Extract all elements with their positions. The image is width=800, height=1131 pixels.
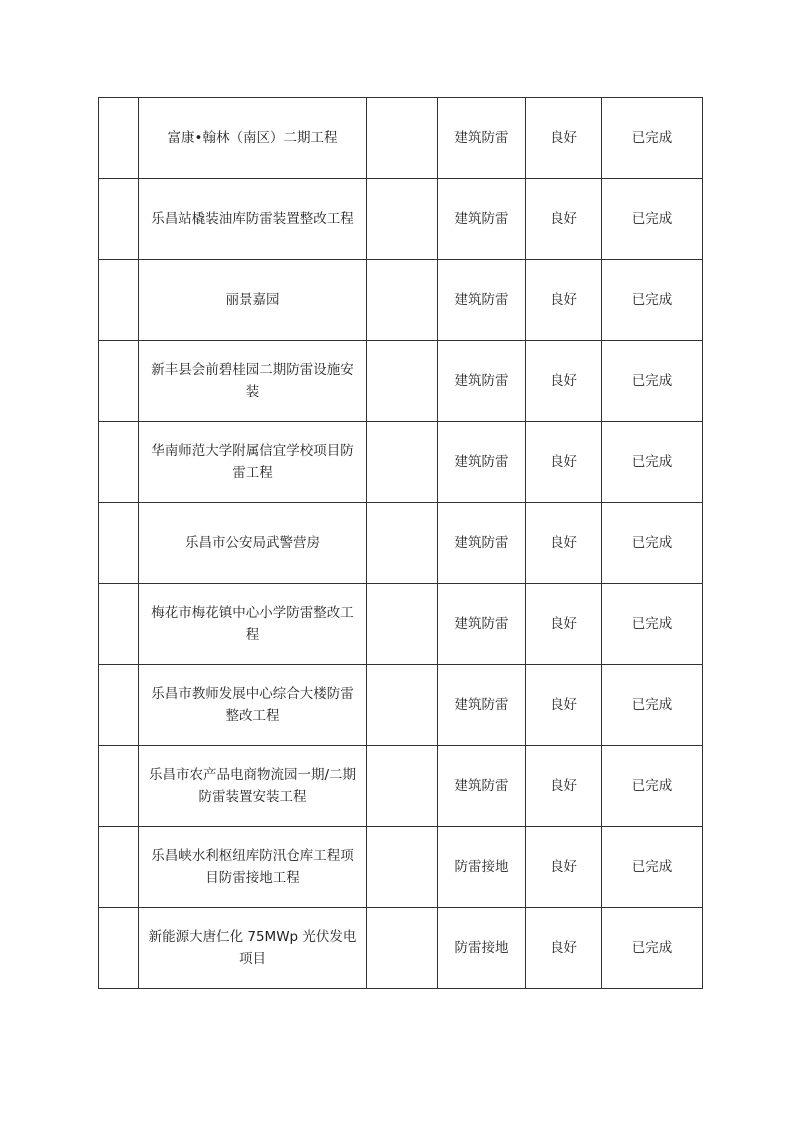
project-name-cell: 乐昌市农产品电商物流园一期/二期防雷装置安装工程: [139, 746, 367, 827]
project-name-cell: 乐昌市公安局武警营房: [139, 503, 367, 584]
project-table-container: [98, 97, 702, 989]
project-name-cell: 新丰县会前碧桂园二期防雷设施安装: [139, 341, 367, 422]
quality-cell: 良好: [526, 746, 602, 827]
index-cell: [99, 422, 139, 503]
index-cell: [99, 827, 139, 908]
quality-cell: 良好: [526, 260, 602, 341]
quality-cell: 良好: [526, 422, 602, 503]
blank-cell: [367, 260, 438, 341]
project-name-cell: 丽景嘉园: [139, 260, 367, 341]
index-cell: [99, 98, 139, 179]
type-cell: 建筑防雷: [438, 746, 526, 827]
type-cell: 防雷接地: [438, 908, 526, 989]
project-name-cell: 乐昌市教师发展中心综合大楼防雷整改工程: [139, 665, 367, 746]
type-cell: 建筑防雷: [438, 665, 526, 746]
status-cell: 已完成: [602, 260, 703, 341]
type-cell: 建筑防雷: [438, 584, 526, 665]
blank-cell: [367, 746, 438, 827]
table-row: [99, 503, 703, 584]
table-row: [99, 422, 703, 503]
quality-cell: 良好: [526, 584, 602, 665]
quality-cell: 良好: [526, 665, 602, 746]
status-cell: 已完成: [602, 98, 703, 179]
status-cell: 已完成: [602, 341, 703, 422]
blank-cell: [367, 665, 438, 746]
project-name-cell: 华南师范大学附属信宜学校项目防雷工程: [139, 422, 367, 503]
quality-cell: 良好: [526, 98, 602, 179]
type-cell: 建筑防雷: [438, 503, 526, 584]
table-row: [99, 584, 703, 665]
status-cell: 已完成: [602, 179, 703, 260]
project-name-cell: 富康•翰林（南区）二期工程: [139, 98, 367, 179]
type-cell: 建筑防雷: [438, 341, 526, 422]
type-cell: 建筑防雷: [438, 98, 526, 179]
type-cell: 建筑防雷: [438, 260, 526, 341]
type-cell: 防雷接地: [438, 827, 526, 908]
index-cell: [99, 584, 139, 665]
status-cell: 已完成: [602, 746, 703, 827]
index-cell: [99, 746, 139, 827]
project-table: [98, 97, 703, 989]
status-cell: 已完成: [602, 422, 703, 503]
index-cell: [99, 341, 139, 422]
blank-cell: [367, 503, 438, 584]
quality-cell: 良好: [526, 503, 602, 584]
index-cell: [99, 665, 139, 746]
blank-cell: [367, 98, 438, 179]
project-name-cell: 乐昌站橇装油库防雷装置整改工程: [139, 179, 367, 260]
quality-cell: 良好: [526, 827, 602, 908]
table-row: [99, 260, 703, 341]
status-cell: 已完成: [602, 908, 703, 989]
table-row: [99, 746, 703, 827]
status-cell: 已完成: [602, 827, 703, 908]
table-row: [99, 179, 703, 260]
project-name-cell: 梅花市梅花镇中心小学防雷整改工程: [139, 584, 367, 665]
quality-cell: 良好: [526, 341, 602, 422]
blank-cell: [367, 179, 438, 260]
blank-cell: [367, 341, 438, 422]
status-cell: 已完成: [602, 503, 703, 584]
type-cell: 建筑防雷: [438, 179, 526, 260]
table-row: [99, 827, 703, 908]
quality-cell: 良好: [526, 908, 602, 989]
quality-cell: 良好: [526, 179, 602, 260]
index-cell: [99, 908, 139, 989]
table-row: [99, 341, 703, 422]
blank-cell: [367, 908, 438, 989]
blank-cell: [367, 827, 438, 908]
table-row: [99, 908, 703, 989]
project-name-cell: 乐昌峡水利枢纽库防汛仓库工程项目防雷接地工程: [139, 827, 367, 908]
status-cell: 已完成: [602, 665, 703, 746]
index-cell: [99, 260, 139, 341]
table-row: [99, 665, 703, 746]
index-cell: [99, 503, 139, 584]
status-cell: 已完成: [602, 584, 703, 665]
type-cell: 建筑防雷: [438, 422, 526, 503]
index-cell: [99, 179, 139, 260]
blank-cell: [367, 422, 438, 503]
project-name-cell: 新能源大唐仁化 75MWp 光伏发电项目: [139, 908, 367, 989]
table-row: [99, 98, 703, 179]
blank-cell: [367, 584, 438, 665]
